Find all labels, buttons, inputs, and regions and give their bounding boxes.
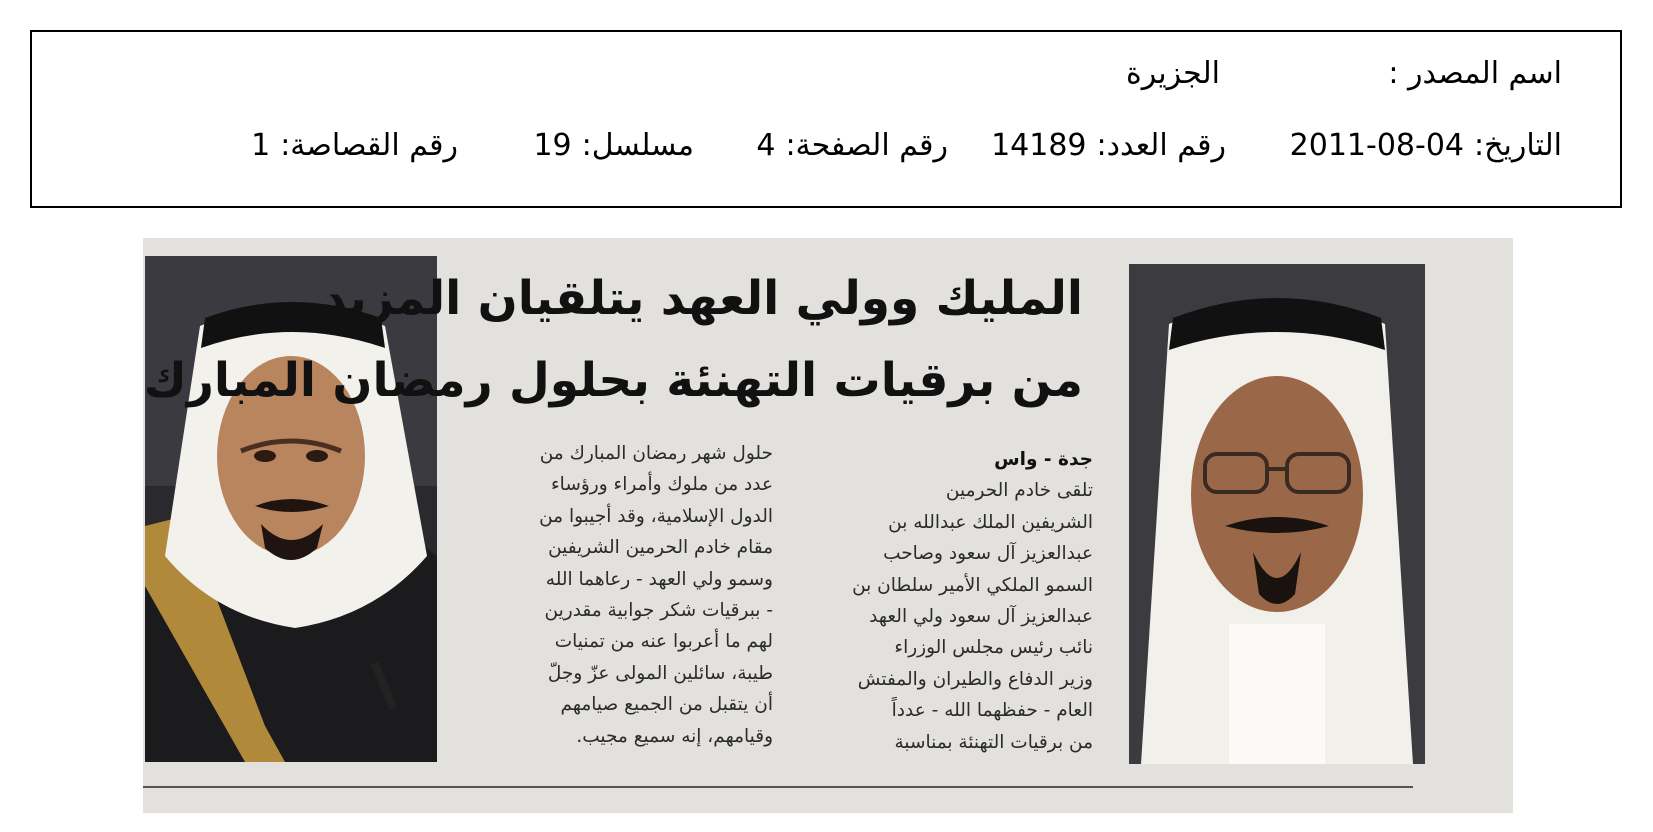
date-value: 2011-08-04 [1289, 128, 1465, 163]
portrait-illustration-right [1129, 264, 1425, 764]
issue-field [991, 126, 1226, 166]
clip-value: 1 [251, 128, 271, 163]
serial-value: 19 [533, 128, 572, 163]
column-1-line: عبدالعزيز آل سعود وصاحب [883, 543, 1093, 565]
clip-label: رقم القصاصة: [280, 128, 458, 163]
issue-label: رقم العدد: [1096, 128, 1226, 163]
clipping-metadata-box [30, 30, 1622, 208]
serial-label: مسلسل: [581, 128, 694, 163]
column-1-line: وزير الدفاع والطيران والمفتش [857, 668, 1093, 690]
date-label: التاريخ: [1474, 128, 1562, 163]
article-dateline: جدة - واس [994, 449, 1093, 470]
king-photo [1129, 264, 1425, 764]
column-2-line: طيبة، سائلين المولى عزّ وجلّ [547, 662, 773, 684]
article-headline [143, 258, 1083, 422]
source-label: اسم المصدر : [1388, 56, 1562, 91]
headline-line-1: المليك وولي العهد يتلقيان المزيد [321, 271, 1083, 326]
clip-field [251, 126, 458, 166]
column-2-line: حلول شهر رمضان المبارك من [539, 443, 773, 464]
newspaper-clipping [143, 238, 1513, 813]
column-1-line: نائب رئيس مجلس الوزراء [894, 637, 1093, 659]
column-1-line: الشريفين الملك عبدالله بن [888, 511, 1093, 533]
clipping-bottom-rule [143, 786, 1413, 788]
column-2-line: عدد من ملوك وأمراء ورؤساء [550, 474, 773, 496]
column-2-line: مقام خادم الحرمين الشريفين [548, 537, 773, 559]
headline-line-2: من برقيات التهنئة بحلول رمضان المبارك [143, 353, 1083, 408]
date-field [1290, 126, 1562, 166]
column-2-line: الدول الإسلامية، وقد أجيبوا من [539, 505, 773, 527]
column-2-line: - ببرقيات شكر جوابية مقدرين [544, 600, 773, 622]
column-1-line: تلقى خادم الحرمين [945, 480, 1093, 502]
column-2-line: وقيامهم، إنه سميع مجيب. [576, 725, 773, 747]
column-2-line: لهم ما أعربوا عنه من تمنيات [554, 631, 773, 653]
column-1-line: العام - حفظهما الله - عدداً [891, 700, 1093, 722]
serial-field [533, 126, 694, 166]
column-2-line: وسمو ولي العهد - رعاهما الله [545, 568, 773, 590]
article-column-2 [481, 438, 773, 752]
page-value: 4 [756, 128, 776, 163]
column-1-line: من برقيات التهنئة بمناسبة [894, 731, 1093, 753]
column-1-line: السمو الملكي الأمير سلطان بن [852, 574, 1093, 596]
article-column-1 [803, 444, 1093, 758]
issue-value: 14189 [991, 128, 1087, 163]
column-2-line: أن يتقبل من الجميع صيامهم [560, 694, 773, 716]
source-value: الجزيرة [1125, 56, 1220, 91]
column-1-line: عبدالعزيز آل سعود ولي العهد [869, 606, 1093, 628]
page-label: رقم الصفحة: [785, 128, 948, 163]
page-field [756, 126, 948, 166]
